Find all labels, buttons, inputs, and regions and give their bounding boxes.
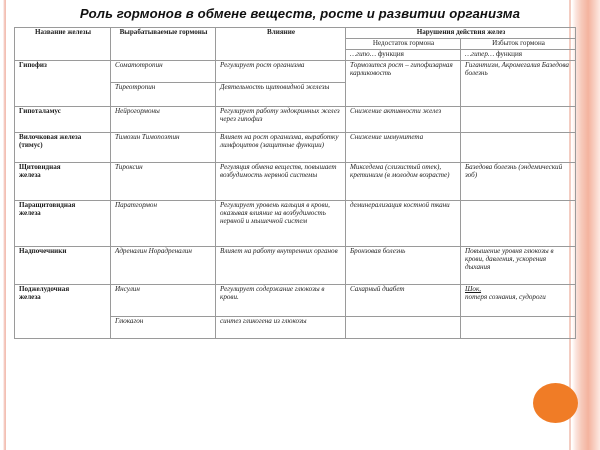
column-header-hormones: Вырабатываемые гормоны (111, 28, 216, 61)
cell-hormones: Глюкагон (111, 316, 216, 338)
cell-hormones: Тироксин (111, 162, 216, 200)
cell-gland-name: Паращитовидная железа (15, 200, 111, 246)
column-header-influence: Влияние (216, 28, 346, 61)
cell-deficiency (346, 316, 461, 338)
cell-deficiency: Снижение иммунитета (346, 132, 461, 162)
orange-circle-decoration (533, 383, 578, 423)
cell-excess: Гигантизм, Акромегалия Базедова болезнь (461, 60, 576, 106)
cell-deficiency: Сахарный диабет (346, 284, 461, 316)
cell-influence: Регулирует рост организма (216, 60, 346, 82)
cell-excess: Шок, потеря сознания, судороги (461, 284, 576, 316)
cell-excess (461, 316, 576, 338)
cell-influence: Регулирует уровень кальция в крови, оказывая влияние на возбудимость нервной и мышечной систем (216, 200, 346, 246)
table-row (15, 132, 576, 162)
column-header-deficiency: Недостаток гормона (346, 38, 461, 49)
cell-excess (461, 132, 576, 162)
page-title: Роль гормонов в обмене веществ, росте и развитии организма (79, 6, 521, 21)
header-row-main (15, 28, 576, 39)
cell-gland-name: Щитовидная железа (15, 162, 111, 200)
right-edge-band-decoration (572, 0, 600, 450)
cell-excess (461, 200, 576, 246)
cell-gland-name: Надпочечники (15, 246, 111, 284)
cell-influence: Влияет на рост организма, выработку лимфоцитов (защитные функции) (216, 132, 346, 162)
left-edge-decoration (3, 0, 6, 450)
hypofunction-prefix: …гипо… (350, 49, 377, 58)
hormone-table (14, 27, 576, 339)
table-row (15, 106, 576, 132)
column-header-disorders: Нарушения действия желез (346, 28, 576, 39)
cell-hormones: Паратгормон (111, 200, 216, 246)
cell-hormones: Тимозин Тимопоэтин (111, 132, 216, 162)
hyperfunction-prefix: …гипер… (465, 49, 495, 58)
table-body (15, 60, 576, 338)
column-header-excess: Избыток гормона (461, 38, 576, 49)
column-header-gland: Название железы (15, 28, 111, 61)
cell-influence: Влияет на работу внутренних органов (216, 246, 346, 284)
cell-influence: Регуляция обмена веществ, повышает возбудимость нервной системы (216, 162, 346, 200)
cell-gland-name: Гипоталамус (15, 106, 111, 132)
cell-deficiency: Бронзовая болезнь (346, 246, 461, 284)
cell-hormones: Адреналин Норадреналин (111, 246, 216, 284)
cell-gland-name: Поджелудочная железа (15, 284, 111, 338)
hyperfunction-word: функция (495, 49, 523, 58)
column-header-hypofunction (346, 49, 461, 60)
cell-excess (461, 106, 576, 132)
cell-hormones: Нейрогормоны (111, 106, 216, 132)
cell-gland-name: Вилочковая железа (тимус) (15, 132, 111, 162)
cell-excess: Повышение уровня глюкозы в крови, давления, ускорения дыхания (461, 246, 576, 284)
cell-hormones: Тиреотропин (111, 82, 216, 106)
table-header (15, 28, 576, 61)
hypofunction-word: функция (377, 49, 404, 58)
cell-gland-name: Гипофиз (15, 60, 111, 106)
cell-influence: Регулирует работу эндокринных желез через гипофиз (216, 106, 346, 132)
cell-influence: синтез гликогена из глюкозы (216, 316, 346, 338)
cell-hormones: Соматотропин (111, 60, 216, 82)
table-row (15, 200, 576, 246)
cell-excess: Базедова болезнь (эндемический зоб) (461, 162, 576, 200)
table-row (15, 60, 576, 82)
cell-hormones: Инсулин (111, 284, 216, 316)
table-row (15, 284, 576, 316)
cell-deficiency: Микседема (слизистый отек), кретинизм (в молодом возрасте) (346, 162, 461, 200)
cell-deficiency: Тормозится рост – гипофизарная карликовость (346, 60, 461, 106)
cell-deficiency: деминерализация костной ткани (346, 200, 461, 246)
table-row (15, 246, 576, 284)
column-header-hyperfunction (461, 49, 576, 60)
cell-influence: Деятельность щитовидной железы (216, 82, 346, 106)
table-row (15, 162, 576, 200)
cell-influence: Регулирует содержание глюкозы в крови. (216, 284, 346, 316)
cell-deficiency: Снижение активности желез (346, 106, 461, 132)
